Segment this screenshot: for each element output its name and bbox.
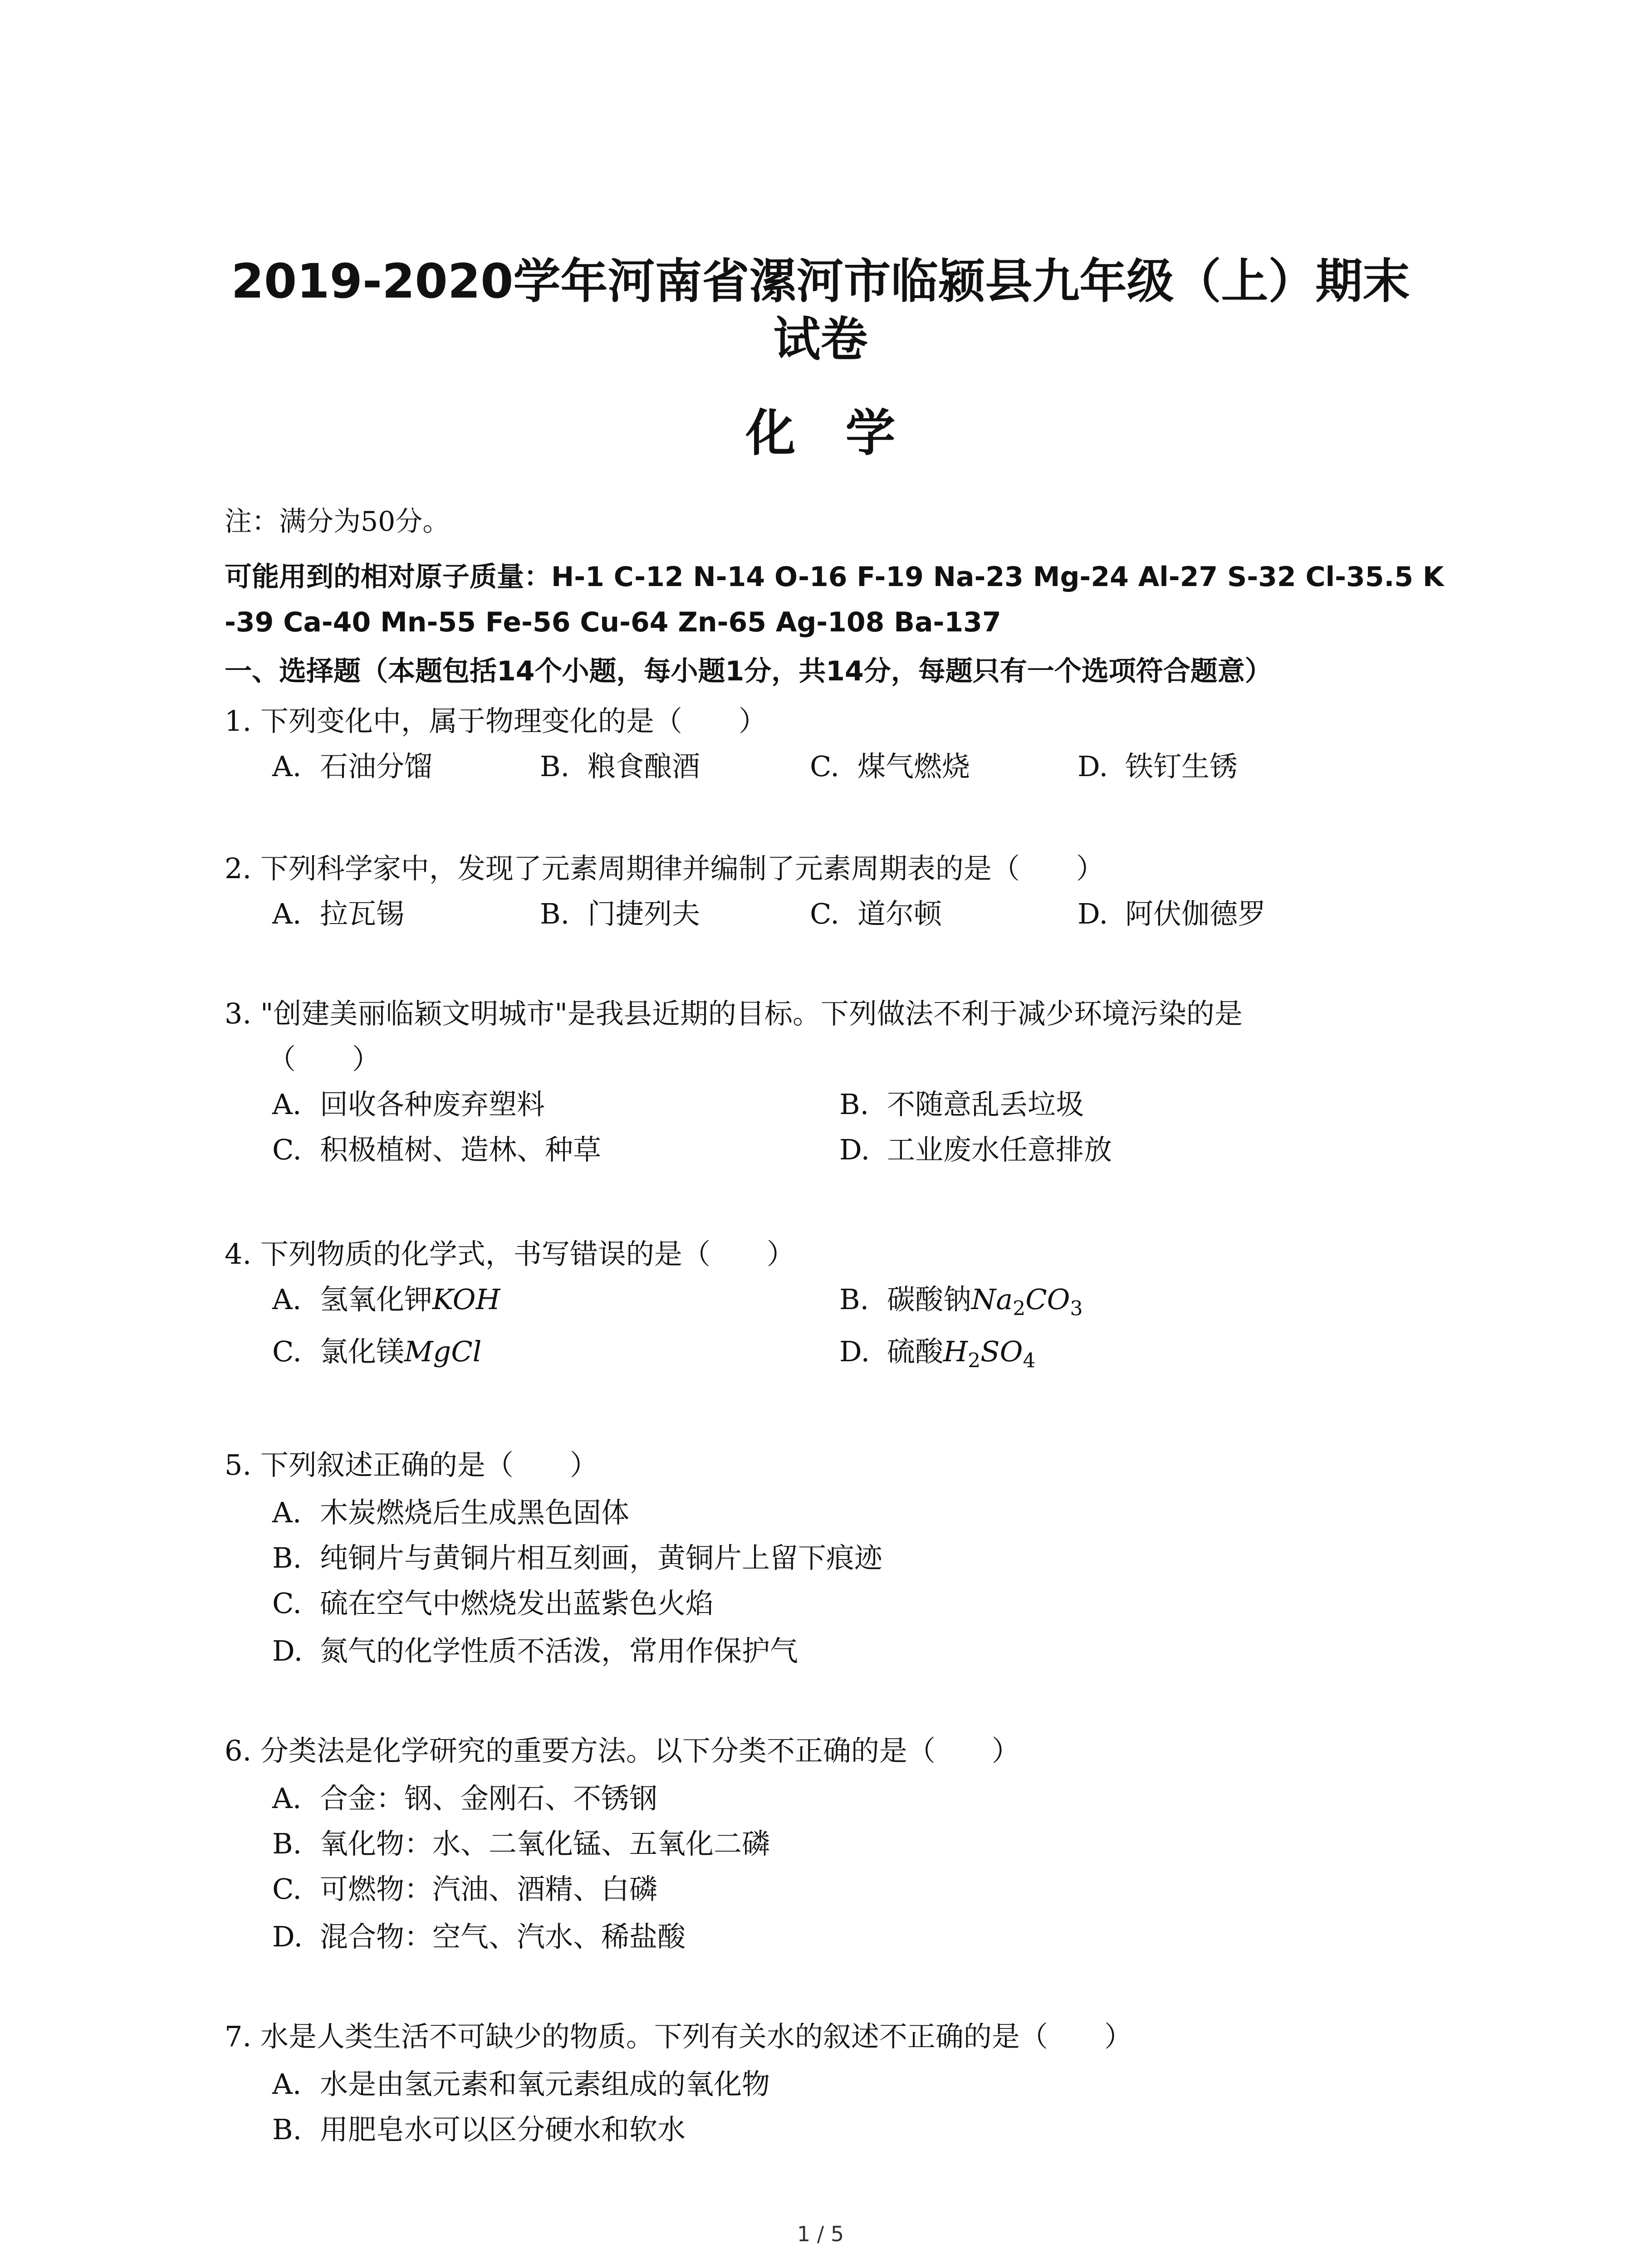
option-item bbox=[272, 1495, 629, 1531]
page-number: 1 / 5 bbox=[797, 2222, 844, 2246]
option-letter: A. bbox=[272, 897, 302, 930]
option-letter: C. bbox=[272, 1335, 302, 1368]
option-letter: C. bbox=[810, 750, 839, 783]
option-item bbox=[272, 748, 432, 785]
option-letter: B. bbox=[839, 1088, 869, 1121]
option-text: 不随意乱丢垃圾 bbox=[887, 1088, 1084, 1121]
option-item bbox=[272, 1281, 500, 1318]
option-item bbox=[272, 1633, 798, 1669]
question-stem: 7. 水是人类生活不可缺少的物质。下列有关水的叙述不正确的是（ ） bbox=[225, 2020, 1132, 2053]
option-letter: C. bbox=[272, 1133, 302, 1166]
option-item bbox=[272, 1540, 882, 1576]
option-text: 碳酸钠 bbox=[887, 1283, 972, 1316]
option-item bbox=[839, 1132, 1112, 1168]
option-item bbox=[1078, 896, 1266, 932]
option-letter: C. bbox=[810, 897, 839, 930]
option-letter: A. bbox=[272, 1782, 302, 1815]
option-text: 煤气燃烧 bbox=[857, 750, 970, 783]
exam-title-continued: 试卷 bbox=[773, 312, 868, 367]
option-text: 回收各种废弃塑料 bbox=[320, 1088, 545, 1121]
option-text: 铁钉生锈 bbox=[1125, 750, 1238, 783]
question-stem: 4. 下列物质的化学式，书写错误的是（ ） bbox=[225, 1237, 795, 1271]
option-text: 氢氧化钾 bbox=[320, 1283, 433, 1316]
option-item bbox=[839, 1281, 1083, 1327]
option-letter: A. bbox=[272, 1496, 302, 1529]
option-text: 合金：钢、金刚石、不锈钢 bbox=[320, 1782, 658, 1815]
formula-subscript: 2 bbox=[1013, 1297, 1026, 1320]
formula-subscript: 4 bbox=[1023, 1349, 1036, 1373]
option-letter: A. bbox=[272, 2068, 302, 2101]
option-letter: A. bbox=[272, 1283, 302, 1316]
question-stem: 2. 下列科学家中，发现了元素周期律并编制了元素周期表的是（ ） bbox=[225, 852, 1104, 885]
question-stem: 3. "创建美丽临颖文明城市"是我县近期的目标。下列做法不利于减少环境污染的是 bbox=[225, 997, 1243, 1030]
option-item bbox=[272, 1334, 481, 1370]
option-letter: B. bbox=[272, 1541, 302, 1574]
subject-heading: 化学 bbox=[745, 404, 945, 462]
option-text: 硫在空气中燃烧发出蓝紫色火焰 bbox=[320, 1587, 714, 1620]
option-item bbox=[272, 1086, 545, 1123]
option-item bbox=[272, 1132, 601, 1168]
option-text: 氯化镁 bbox=[320, 1335, 405, 1368]
option-letter: A. bbox=[272, 1088, 302, 1121]
option-letter: D. bbox=[839, 1133, 870, 1166]
question-stem: 5. 下列叙述正确的是（ ） bbox=[225, 1448, 598, 1481]
section-heading: 一、选择题（本题包括14个小题，每小题1分，共14分，每题只有一个选项符合题意） bbox=[225, 655, 1272, 687]
option-letter: D. bbox=[839, 1335, 870, 1368]
option-item bbox=[272, 2066, 770, 2102]
option-text: 纯铜片与黄铜片相互刻画，黄铜片上留下痕迹 bbox=[320, 1541, 883, 1574]
option-item bbox=[272, 1871, 657, 1907]
option-letter: C. bbox=[272, 1872, 302, 1906]
option-letter: B. bbox=[540, 750, 570, 783]
question-stem-continued: （ ） bbox=[268, 1042, 381, 1075]
option-item bbox=[810, 896, 942, 932]
option-text: 积极植树、造林、种草 bbox=[320, 1133, 602, 1166]
option-text: 硫酸 bbox=[887, 1335, 944, 1368]
atomic-mass-line-2: -39 Ca-40 Mn-55 Fe-56 Cu-64 Zn-65 Ag-108 Ba-137 bbox=[225, 606, 1001, 638]
formula-part: H bbox=[943, 1335, 968, 1368]
option-text: 氧化物：水、二氧化锰、五氧化二磷 bbox=[320, 1827, 770, 1860]
option-text: 水是由氢元素和氧元素组成的氧化物 bbox=[320, 2068, 770, 2101]
option-item bbox=[272, 1919, 686, 1955]
option-text: 道尔顿 bbox=[857, 897, 942, 930]
option-letter: C. bbox=[272, 1587, 302, 1620]
option-letter: B. bbox=[540, 897, 570, 930]
formula-part: Na bbox=[971, 1283, 1013, 1316]
option-text: 可燃物：汽油、酒精、白磷 bbox=[320, 1872, 658, 1906]
option-letter: B. bbox=[272, 1827, 302, 1860]
option-text: 混合物：空气、汽水、稀盐酸 bbox=[320, 1920, 686, 1953]
option-letter: B. bbox=[272, 2113, 302, 2146]
option-text: 石油分馏 bbox=[320, 750, 433, 783]
chemical-formula bbox=[943, 1335, 1036, 1373]
option-item bbox=[839, 1334, 1035, 1379]
formula-subscript: 2 bbox=[968, 1349, 981, 1373]
option-letter: A. bbox=[272, 750, 302, 783]
option-item bbox=[540, 748, 700, 785]
option-letter: D. bbox=[272, 1634, 303, 1667]
option-text: 粮食酿酒 bbox=[588, 750, 700, 783]
option-item bbox=[272, 1585, 714, 1622]
option-text: 氮气的化学性质不活泼，常用作保护气 bbox=[320, 1634, 798, 1667]
exam-title: 2019-2020学年河南省漯河市临颍县九年级（上）期末 bbox=[231, 254, 1410, 309]
option-letter: B. bbox=[839, 1283, 869, 1316]
option-item bbox=[272, 896, 404, 932]
option-item bbox=[839, 1086, 1084, 1123]
option-text: 阿伏伽德罗 bbox=[1125, 897, 1266, 930]
chemical-formula bbox=[971, 1283, 1083, 1320]
option-item bbox=[272, 2112, 686, 2148]
option-item bbox=[810, 748, 970, 785]
option-item bbox=[272, 1826, 770, 1862]
option-letter: D. bbox=[272, 1920, 303, 1953]
option-text: 工业废水任意排放 bbox=[887, 1133, 1112, 1166]
score-note: 注：满分为50分。 bbox=[225, 506, 450, 538]
formula-part: CO bbox=[1025, 1283, 1070, 1316]
atomic-mass-line-1: 可能用到的相对原子质量：H-1 C-12 N-14 O-16 F-19 Na-23 Mg-24 Al-27 S-32 Cl-35.5 K bbox=[225, 561, 1444, 593]
option-letter: D. bbox=[1078, 750, 1108, 783]
option-text: 门捷列夫 bbox=[588, 897, 700, 930]
option-text: 用肥皂水可以区分硬水和软水 bbox=[320, 2113, 686, 2146]
option-item bbox=[1078, 748, 1238, 785]
question-stem: 6. 分类法是化学研究的重要方法。以下分类不正确的是（ ） bbox=[225, 1734, 1020, 1767]
chemical-formula: KOH bbox=[432, 1283, 500, 1316]
option-letter: D. bbox=[1078, 897, 1108, 930]
formula-subscript: 3 bbox=[1070, 1297, 1083, 1320]
formula-part: SO bbox=[980, 1335, 1023, 1368]
chemical-formula: MgCl bbox=[404, 1335, 482, 1368]
option-text: 拉瓦锡 bbox=[320, 897, 405, 930]
option-item bbox=[272, 1780, 657, 1817]
option-text: 木炭燃烧后生成黑色固体 bbox=[320, 1496, 630, 1529]
question-stem: 1. 下列变化中，属于物理变化的是（ ） bbox=[225, 704, 767, 738]
option-item bbox=[540, 896, 700, 932]
